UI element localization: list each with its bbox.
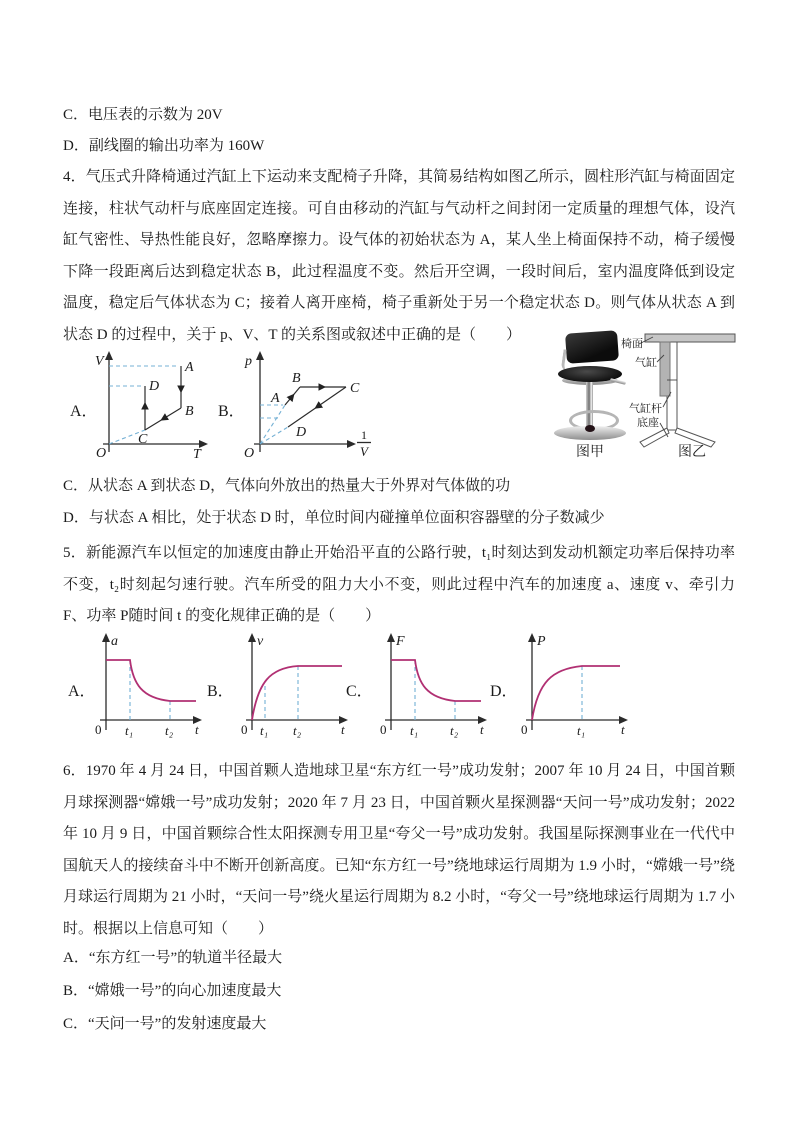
q4a-point-b: B [185,404,194,419]
schematic-cylinder [660,342,670,396]
schematic-seat-bar [645,334,735,342]
prev-option-c: C．电压表的示数为 20V [63,107,223,123]
q4-stem: 4．气压式升降椅通过汽缸上下运动来支配椅子升降，其简易结构如图乙所示，圆柱形汽缸与椅面固定连接，柱状气动杆与底座固定连接。可自由移动的汽缸与气动杆之间封闭一定质量的理想气体，设汽缸气密性、导热性能良好，忽略摩擦力。设气体的初始状态为 A，某人坐上椅面保持不动，椅子缓慢下降一段距离后达到稳定状态 B，此过程温度不变。然后开空调，一段时间后，室内温度降低到设定温度，稳定后气体状态为 C；接着人离开座椅，椅子重新处于另一个稳定状态 D。则气体从状态 A 到状态 D 的过程中，关于 p、V、T 的关系图或叙述中正确的是（ ） [63,169,735,343]
q5b-t1: t₁ [260,723,269,738]
q5c-ylabel: F [396,634,405,649]
q5b-ylabel: v [257,634,264,649]
q5-graph-label-d: D． [490,683,518,700]
q4b-origin: O [244,446,255,461]
q5d-zero: 0 [521,722,528,737]
q4a-point-c: C [138,432,148,447]
q4-graph-label-a: A． [70,403,98,420]
q5c-zero: 0 [380,722,387,737]
q4-graph-a-vt-diagram [93,350,215,462]
q4b-ylabel: p [245,354,252,369]
q4-graph-label-b: B． [218,403,245,420]
q4a-origin: O [96,446,107,461]
q5-graph-a-acceleration [92,632,204,736]
q6-option-c: C．“天问一号”的发射速度最大 [63,1016,267,1032]
schematic-label-seat: 椅面 [621,338,643,350]
q5b-t2: t₂ [293,723,302,738]
q5-graph-label-a: A． [68,683,96,700]
q4a-xlabel: T [193,447,201,462]
q5-graph-b-velocity [238,632,350,736]
q4a-point-d: D [149,379,160,394]
fig-yi-caption: 图乙 [678,445,706,460]
q4b-point-c: C [350,381,360,396]
schematic-label-cylinder: 气缸 [635,357,657,369]
q5a-t2: t₂ [165,723,174,738]
q5-graph-c-force [377,632,489,736]
q5-graph-label-c: C． [346,683,373,700]
q4b-point-d: D [296,425,307,440]
q4b-frac-denominator: V [360,444,368,459]
q4a-ylabel: V [95,354,104,369]
q5c-xlabel: t [480,722,484,737]
q5d-t1: t₁ [577,723,586,738]
schematic-label-rod: 气缸杆 [629,403,662,415]
q4a-point-a: A [185,360,194,375]
q5a-t1: t₁ [125,723,134,738]
q5c-t1: t₁ [410,723,419,738]
q4b-point-a: A [271,391,280,406]
q5-stem: 5．新能源汽车以恒定的加速度由静止开始沿平直的公路行驶，t₁时刻达到发动机额定功率后保持功率不变，t₂时刻起匀速行驶。汽车所受的阻力大小不变，则此过程中汽车的加速度 a、速度 v、牵引力 F、功率 P随时间 t 的变化规律正确的是（ ） [63,545,735,624]
q5b-zero: 0 [241,722,248,737]
q5-graph-d-power [518,632,630,736]
q5b-xlabel: t [341,722,345,737]
q5d-xlabel: t [621,722,625,737]
q4b-frac-numerator: 1 [361,428,367,442]
q4-graph-b-p1v-diagram [240,350,374,462]
q4-option-d: D．与状态 A 相比，处于状态 D 时，单位时间内碰撞单位面积容器壁的分子数减少 [63,510,605,526]
q5d-ylabel: P [537,634,546,649]
lift-chair-schematic [620,328,742,440]
schematic-label-base: 底座 [637,417,659,429]
q5-graph-label-b: B． [207,683,234,700]
q5a-zero: 0 [95,722,102,737]
q6-option-b: B．“嫦娥一号”的向心加速度最大 [63,983,282,999]
stool-base-hub [585,425,595,432]
q5a-xlabel: t [195,722,199,737]
q4b-point-b: B [292,371,301,386]
q5a-ylabel: a [111,634,118,649]
q6-stem: 6．1970 年 4 月 24 日，中国首颗人造地球卫星“东方红一号”成功发射；2007 年 10 月 24 日，中国首颗月球探测器“嫦娥一号”成功发射；2020 年 7 月 23 日，中国首颗火星探测器“天问一号”成功发射；2022 年 10 月 9 日，中国首颗综合性太阳探测专用卫星“夸父一号”成功发射。我国星际探测事业在一代代中国航天人的接续奋斗中不断开创新高度。已知“东方红一号”绕地球运行周期为 1.9 小时，“嫦娥一号”绕月球运行周期为 21 小时，“天问一号”绕火星运行周期为 8.2 小时，“夸父一号”绕地球运行周期为 1.7 小时。根据以上信息可知（ ） [63,763,735,937]
fig-jia-caption: 图甲 [576,445,604,460]
prev-option-d: D．副线圈的输出功率为 160W [63,138,265,154]
q4-option-c: C．从状态 A 到状态 D，气体向外放出的热量大于外界对气体做的功 [63,478,511,494]
q5c-t2: t₂ [450,723,459,738]
q6-option-a: A．“东方红一号”的轨道半径最大 [63,950,283,966]
